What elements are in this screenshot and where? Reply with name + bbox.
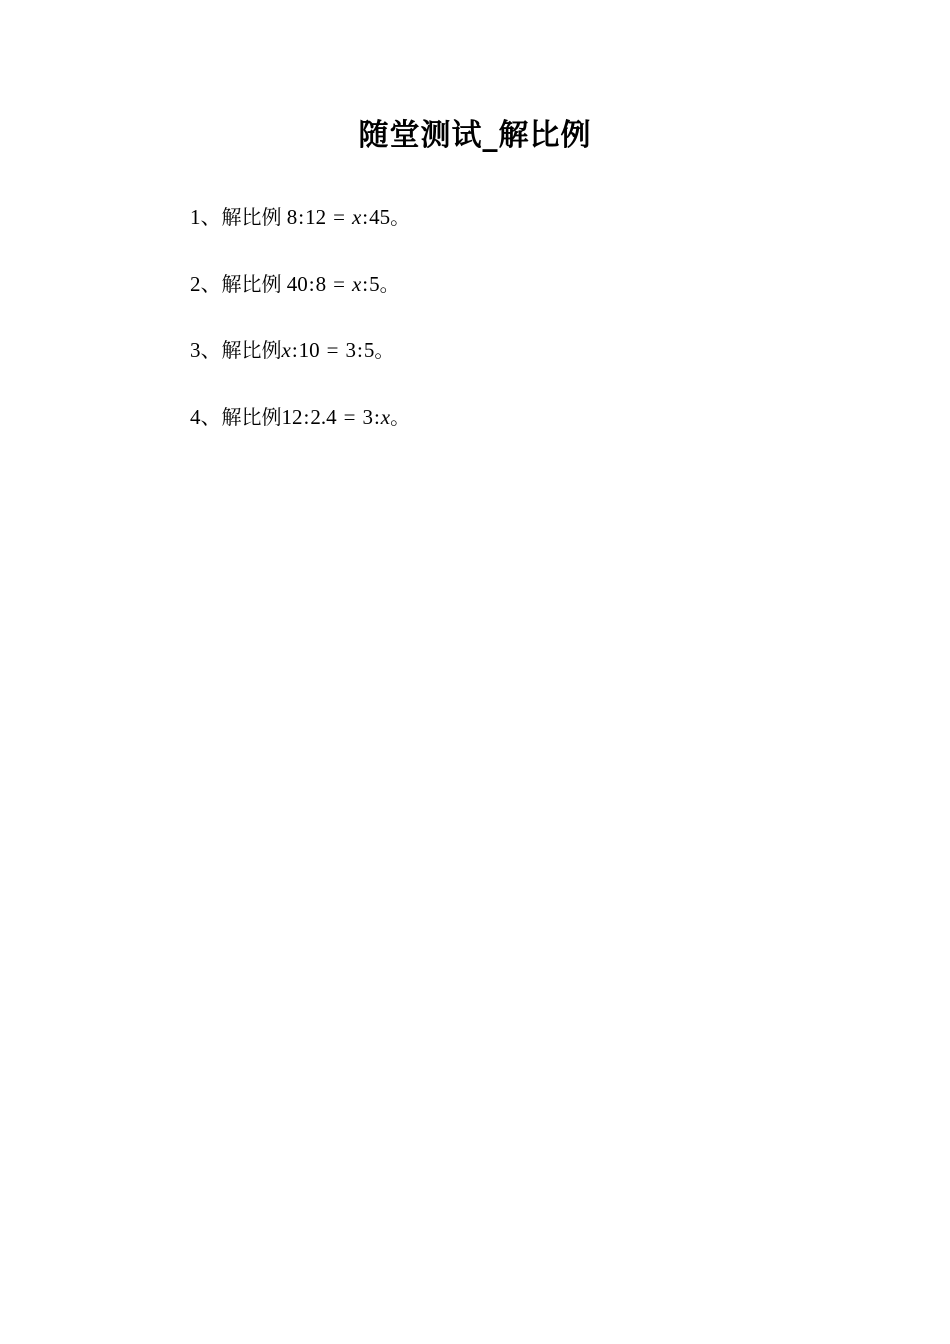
problem-index: 4、 [190,404,222,429]
ratio-right-second: 45 [369,205,391,229]
problem-terminator: 。 [390,205,411,229]
ratio-left-first: 40 [286,271,308,296]
ratio-right-first: x [351,271,362,296]
ratio-right-second: x [380,404,391,429]
ratio-colon-right: : [357,338,363,362]
list-item [0,402,950,434]
problem-prompt: 解比例 [221,404,282,429]
problem-index: 1、 [190,205,222,229]
ratio-colon-left: : [308,271,315,296]
problem-prompt: 解比例 [221,338,282,362]
problem-index: 2、 [190,271,222,296]
equals-sign: = [333,205,345,229]
list-item [0,202,950,234]
list-item [0,335,950,367]
problem-prompt: 解比例 [221,205,282,229]
ratio-colon-left: : [298,205,305,229]
ratio-colon-left: : [303,404,310,429]
ratio-colon-right: : [373,404,380,429]
problem-prompt: 解比例 [221,271,282,296]
ratio-right-second: 5 [363,338,375,362]
ratio-colon-right: : [362,205,369,229]
ratio-left-second: 8 [315,271,327,296]
ratio-left-second: 2.4 [310,404,337,429]
ratio-right-second: 5 [369,271,380,296]
ratio-left-first: 8 [286,205,298,229]
ratio-left-second: 12 [305,205,327,229]
equals-sign: = [333,271,345,296]
problem-terminator: 。 [379,271,400,296]
equals-sign: = [343,404,356,429]
problem-terminator: 。 [390,404,411,429]
ratio-colon-left: : [291,338,298,362]
ratio-right-first: 3 [362,404,373,429]
ratio-colon-right: : [362,271,369,296]
ratio-left-first: x [281,338,291,362]
problem-list [0,202,950,433]
page-title: 随堂测试_解比例 [358,118,592,153]
list-item [0,269,950,301]
ratio-left-first: 12 [281,404,303,429]
ratio-right-first: 3 [345,338,357,362]
equals-sign: = [326,338,339,362]
ratio-right-first: x [351,205,362,229]
problem-terminator: 。 [374,338,395,362]
ratio-left-second: 10 [298,338,320,362]
problem-index: 3、 [190,338,222,362]
